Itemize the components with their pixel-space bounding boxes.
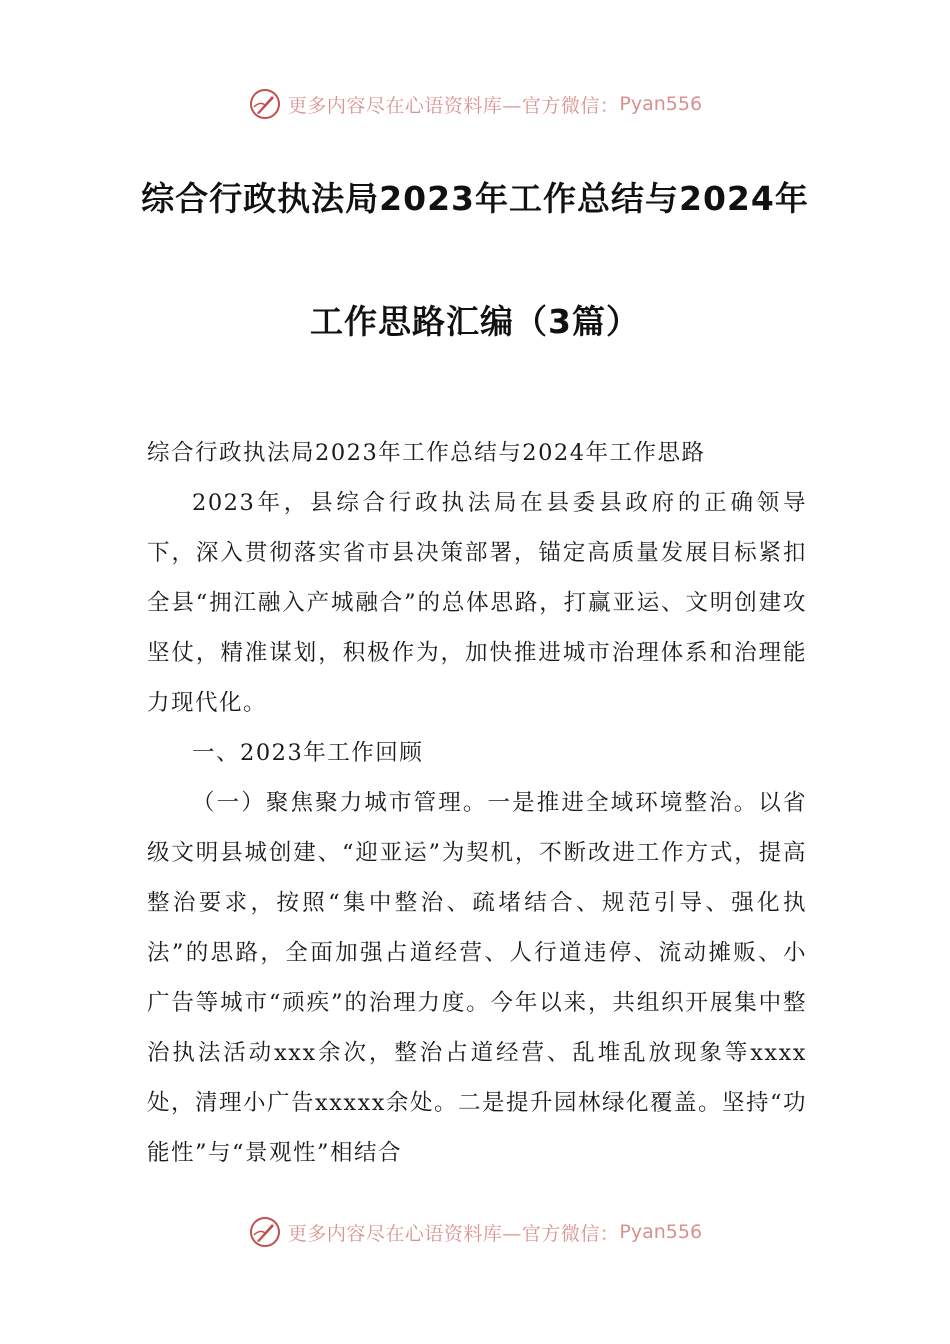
watermark-text: 更多内容尽在心语资料库—官方微信： [287,94,620,117]
watermark-account: Pyan556 [619,1221,703,1243]
document-title-line-1: 综合行政执法局2023年工作总结与2024年 [141,179,809,218]
document-title-line-2: 工作思路汇编（3篇） [310,302,640,341]
footer-watermark [0,1212,950,1252]
section-subtitle: 综合行政执法局2023年工作总结与2024年工作思路 [147,440,706,466]
watermark-text: 更多内容尽在心语资料库—官方微信： [287,1222,620,1245]
paragraph-intro: 2023年，县综合行政执法局在县委县政府的正确领导下，深入贯彻落实省市县决策部署，锚定高质量发展目标紧扣全县“拥江融入产城融合”的总体思路，打赢亚运、文明创建攻坚仗，精准谋划，积极作为，加快推进城市治理体系和治理能力现代化。 [147,490,807,716]
watermark-account: Pyan556 [619,93,703,115]
paragraph-city-management: （一）聚焦聚力城市管理。一是推进全域环境整治。以省级文明县城创建、“迎亚运”为契机，不断改进工作方式，提高整治要求，按照“集中整治、疏堵结合、规范引导、强化执法”的思路，全面加强占道经营、人行道违停、流动摊贩、小广告等城市“顽疾”的治理力度。今年以来，共组织开展集中整治执法活动xxx余次，整治占道经营、乱堆乱放现象等xxxx处，清理小广告xxxxx余处。二是提升园林绿化覆盖。坚持“功能性”与“景观性”相结合 [147,790,807,1166]
header-watermark [0,84,950,124]
section-heading: 一、2023年工作回顾 [192,740,424,766]
document-body [147,428,807,1178]
quill-pen-logo-icon [248,1215,282,1249]
quill-pen-logo-icon [248,87,282,121]
